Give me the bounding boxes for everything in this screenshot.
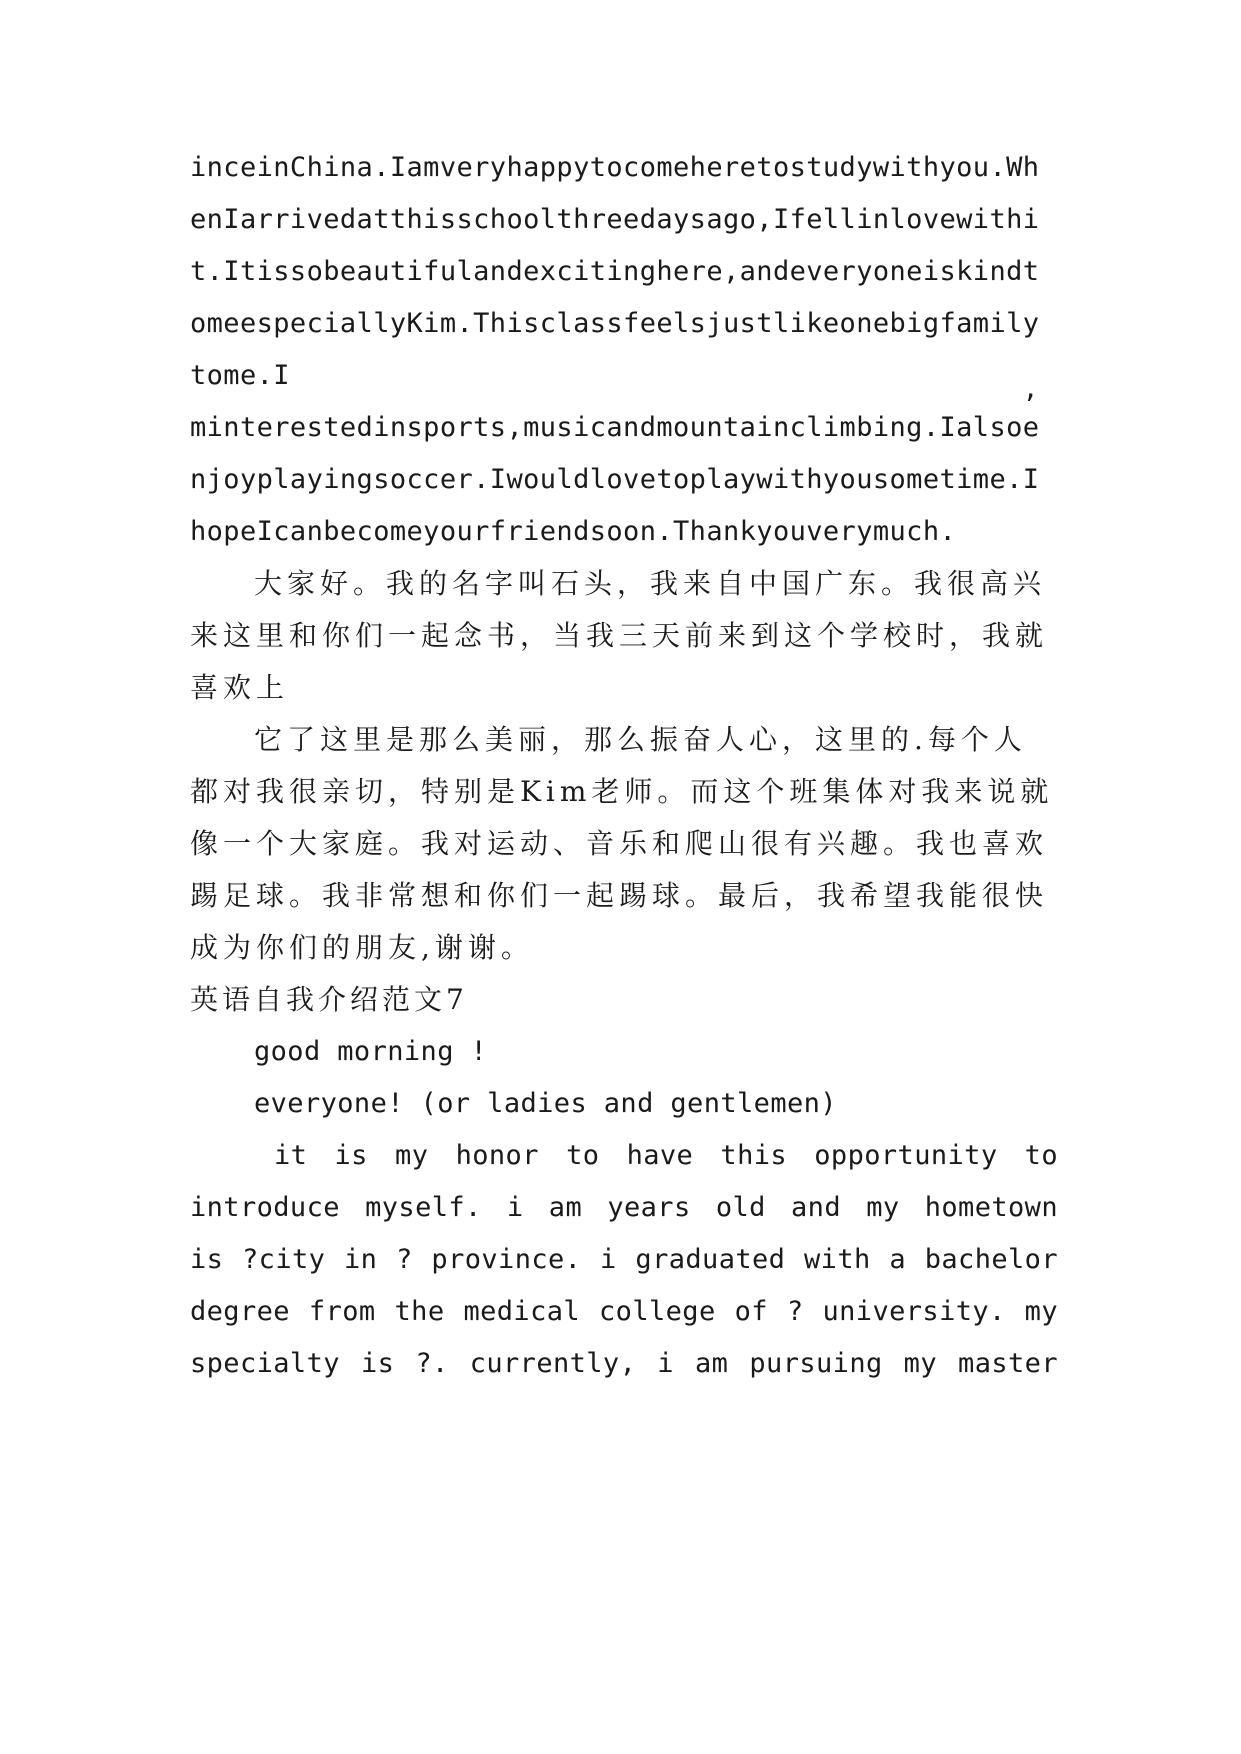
chinese-paragraph-line: 来这里和你们一起念书，当我三天前来到这个学校时，我就 <box>190 619 1049 652</box>
stray-apostrophe: ’ <box>1022 390 1038 420</box>
chinese-paragraph-line: 喜欢上 <box>190 671 290 704</box>
chinese-paragraph-line: 踢足球。我非常想和你们一起踢球。最后，我希望我能很快 <box>190 879 1049 912</box>
chinese-paragraph-line: 都对我很亲切，特别是Kim老师。而这个班集体对我来说就 <box>190 775 1054 808</box>
sample7-body-line: is ?city in ? province. i graduated with a bachelor <box>190 1244 1058 1275</box>
chinese-paragraph-line: 像一个大家庭。我对运动、音乐和爬山很有兴趣。我也喜欢 <box>190 827 1049 860</box>
chinese-paragraph-line: 它了这里是那么美丽，那么振奋人心，这里的.每个人 <box>254 723 1027 756</box>
english-intro-line: enIarrivedatthisschoolthreedaysago,Ifellinlovewithi <box>190 204 1040 235</box>
english-intro-line: omeespeciallyKim.Thisclassfeelsjustlikeonebigfamily <box>190 308 1040 339</box>
english-intro-line: tome.I <box>190 360 290 391</box>
sample7-body-line: it is my honor to have this opportunity to <box>274 1140 1058 1171</box>
chinese-paragraph-line: 成为你们的朋友,谢谢。 <box>190 931 534 964</box>
chinese-paragraph-line: 大家好。我的名字叫石头，我来自中国广东。我很高兴 <box>254 567 1047 600</box>
english-intro-line: minterestedinsports,musicandmountainclimbing.Ialsoe <box>190 412 1040 443</box>
english-intro-line: njoyplayingsoccer.Iwouldlovetoplaywithyousometime.I <box>190 464 1040 495</box>
sample7-body-line: specialty is ?. currently, i am pursuing my master <box>190 1348 1058 1379</box>
sample7-greeting-line: everyone! (or ladies and gentlemen) <box>254 1088 837 1119</box>
english-intro-line: inceinChina.Iamveryhappytocomeheretostudywithyou.Wh <box>190 152 1040 183</box>
sample7-body-line: degree from the medical college of ? university. my <box>190 1296 1058 1327</box>
sample7-greeting-line: good morning ! <box>254 1036 488 1067</box>
section-heading: 英语自我介绍范文7 <box>190 983 468 1016</box>
english-intro-line: hopeIcanbecomeyourfriendsoon.Thankyouverymuch. <box>190 516 957 547</box>
sample7-body-line: introduce myself. i am years old and my hometown <box>190 1192 1058 1223</box>
english-intro-line: t.Itissobeautifulandexcitinghere,andeveryoneiskindt <box>190 256 1040 287</box>
